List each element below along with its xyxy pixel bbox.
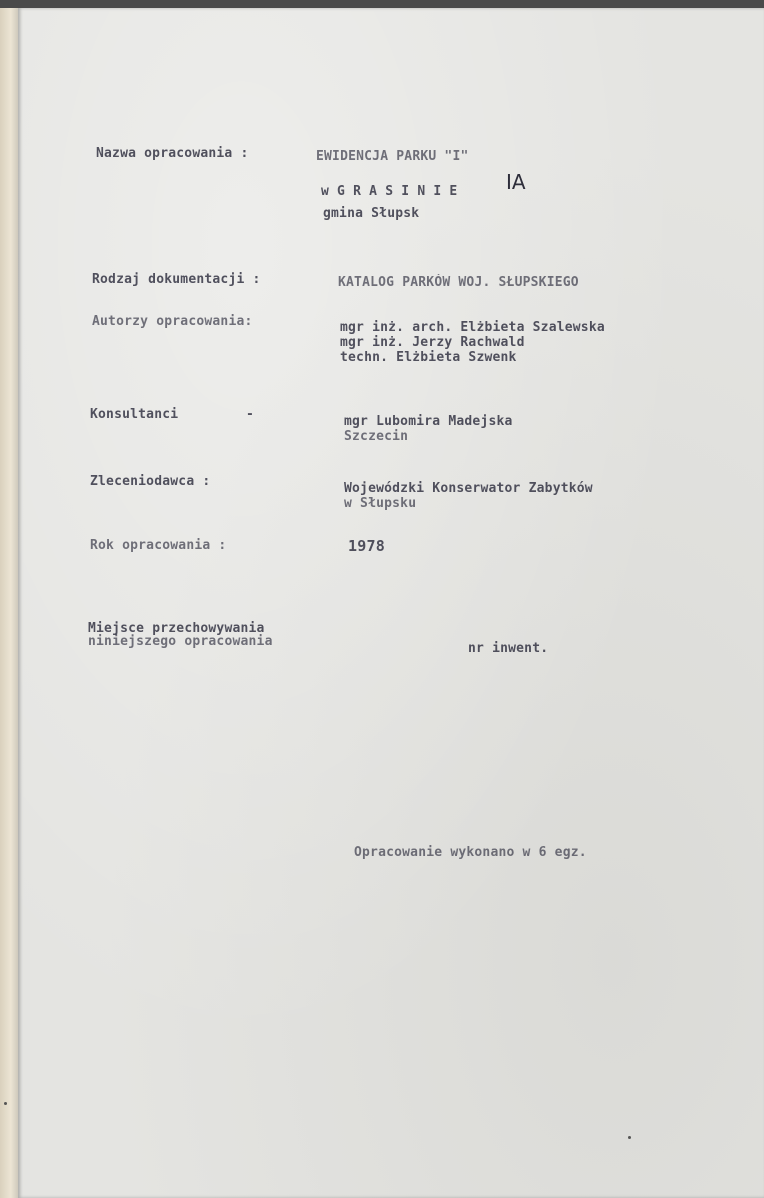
paper-sheet — [18, 8, 764, 1198]
field-label-commissioner: Zleceniodawca : — [90, 474, 211, 489]
field-value-author-2: mgr inż. Jerzy Rachwald — [340, 335, 525, 350]
field-separator-consultants: - — [246, 407, 255, 422]
field-label-consultants: Konsultanci — [90, 407, 179, 422]
field-value-year: 1978 — [348, 537, 385, 555]
field-value-consultant-1: mgr Lubomira Madejska — [344, 414, 513, 429]
handwritten-mark: IA — [506, 170, 526, 194]
scan-speck — [4, 1102, 7, 1105]
scan-speck — [628, 1136, 631, 1139]
field-value-author-1: mgr inż. arch. Elżbieta Szalewska — [340, 320, 605, 335]
field-label-title: Nazwa opracowania : — [96, 146, 249, 161]
field-value-title-line-2 — [321, 185, 457, 198]
field-value-commissioner-1: Wojewódzki Konserwator Zabytków — [344, 481, 593, 496]
field-label-doc-type: Rodzaj dokumentacji : — [92, 272, 261, 287]
field-value-author-3: techn. Elżbieta Szwenk — [340, 350, 517, 365]
copies-note: Opracowanie wykonano w 6 egz. — [354, 845, 587, 860]
storage-label-line-2: niniejszego opracowania — [88, 634, 273, 649]
field-value-doc-type: KATALOG PARKÓW WOJ. SŁUPSKIEGO — [338, 275, 579, 290]
storage-label-line-1: Miejsce przechowywania — [88, 621, 265, 636]
scan-top-edge — [0, 0, 764, 8]
field-value-title-line-1: EWIDENCJA PARKU "I" — [316, 149, 469, 164]
field-value-consultant-2: Szczecin — [344, 429, 409, 444]
field-label-authors: Autorzy opracowania: — [92, 314, 253, 329]
paper-left-strip — [0, 8, 18, 1198]
field-value-commissioner-2: w Słupsku — [344, 496, 417, 511]
title-line-2-text: w G R A S I N I E — [321, 184, 458, 199]
field-value-title-line-3: gmina Słupsk — [323, 206, 420, 221]
field-label-year: Rok opracowania : — [90, 538, 227, 553]
inventory-label: nr inwent. — [468, 641, 549, 656]
